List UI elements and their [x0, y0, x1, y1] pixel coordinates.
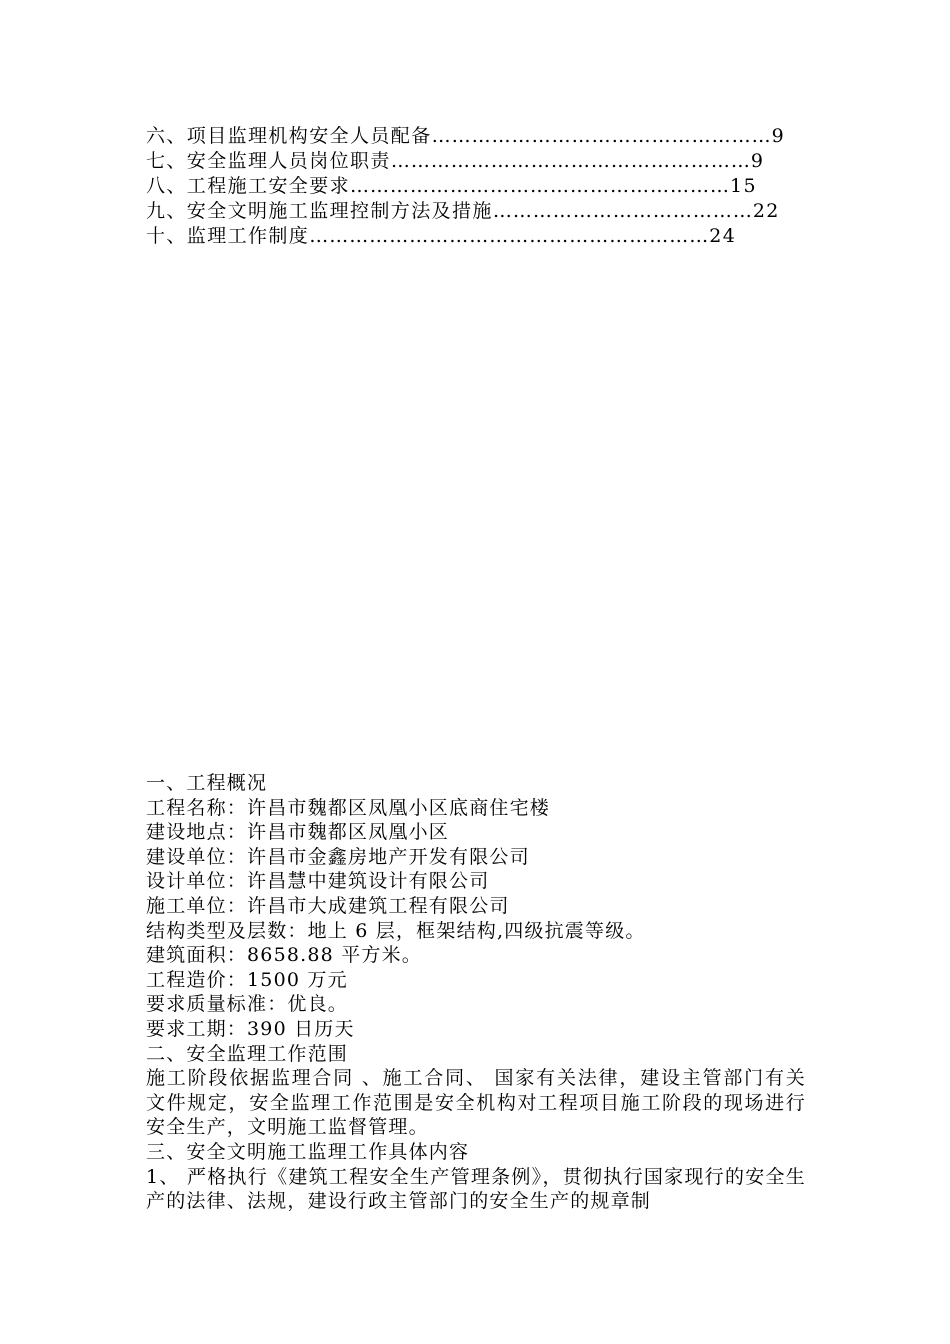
toc-leader-dots: …………………………………………… [431, 125, 772, 147]
project-cost-line: 工程造价：1500 万元 [146, 968, 348, 991]
client-line: 建设单位：许昌市金鑫房地产开发有限公司 [146, 845, 530, 868]
toc-entry-title: 八、工程施工安全要求 [146, 175, 351, 197]
toc-entry-title: 六、项目监理机构安全人员配备 [146, 125, 432, 147]
toc-entry-title: 七、安全监理人员岗位职责 [146, 150, 391, 172]
duration-line: 要求工期：390 日历天 [146, 1017, 355, 1040]
section-heading-content: 三、安全文明施工监理工作具体内容 [146, 1140, 470, 1163]
toc-entry [146, 224, 786, 249]
content-paragraph: 1、 严格执行《建筑工程安全生产管理条例》，贯彻执行国家现行的安全生产的法律、法规，建设行政主管部门的安全生产的规章制 [146, 1165, 806, 1213]
toc-entry [146, 149, 786, 174]
toc-leader-dots: ………………………………………………… [350, 175, 731, 197]
project-location-line: 建设地点：许昌市魏都区凤凰小区 [146, 821, 450, 844]
toc-page-number: 22 [752, 200, 780, 222]
document-body [146, 771, 806, 1214]
toc-entry-title: 十、监理工作制度 [146, 225, 310, 247]
toc-entry-title: 九、安全文明施工监理控制方法及措施 [146, 200, 493, 222]
structure-line: 结构类型及层数：地上 6 层，框架结构,四级抗震等级。 [146, 919, 646, 942]
project-name-line: 工程名称：许昌市魏都区凤凰小区底商住宅楼 [146, 796, 551, 819]
section-heading-project-overview: 一、工程概况 [146, 772, 268, 794]
contractor-line: 施工单位：许昌市大成建筑工程有限公司 [146, 894, 510, 917]
toc-leader-dots: …………………………………………………… [309, 225, 710, 247]
toc-page-number: 9 [771, 125, 786, 147]
designer-line: 设计单位：许昌慧中建筑设计有限公司 [146, 870, 490, 893]
toc-page-number: 15 [730, 175, 757, 197]
toc-entry [146, 174, 786, 199]
quality-standard-line: 要求质量标准：优良。 [146, 993, 349, 1016]
toc-entry [146, 124, 786, 149]
toc-leader-dots: ……………………………………………… [390, 150, 751, 172]
toc-leader-dots: ………………………………… [492, 200, 753, 222]
floor-area-line: 建筑面积：8658.88 平方米。 [146, 944, 423, 967]
toc-page-number: 24 [709, 225, 737, 247]
toc-entry [146, 199, 786, 224]
toc-page-number: 9 [750, 150, 765, 172]
table-of-contents [146, 124, 786, 249]
scope-paragraph: 施工阶段依据监理合同 、施工合同、 国家有关法律，建设主管部门有关文件规定，安全监理工作范围是安全机构对工程项目施工阶段的现场进行安全生产，文明施工监督管理。 [146, 1067, 806, 1139]
section-heading-scope: 二、安全监理工作范围 [146, 1042, 349, 1065]
